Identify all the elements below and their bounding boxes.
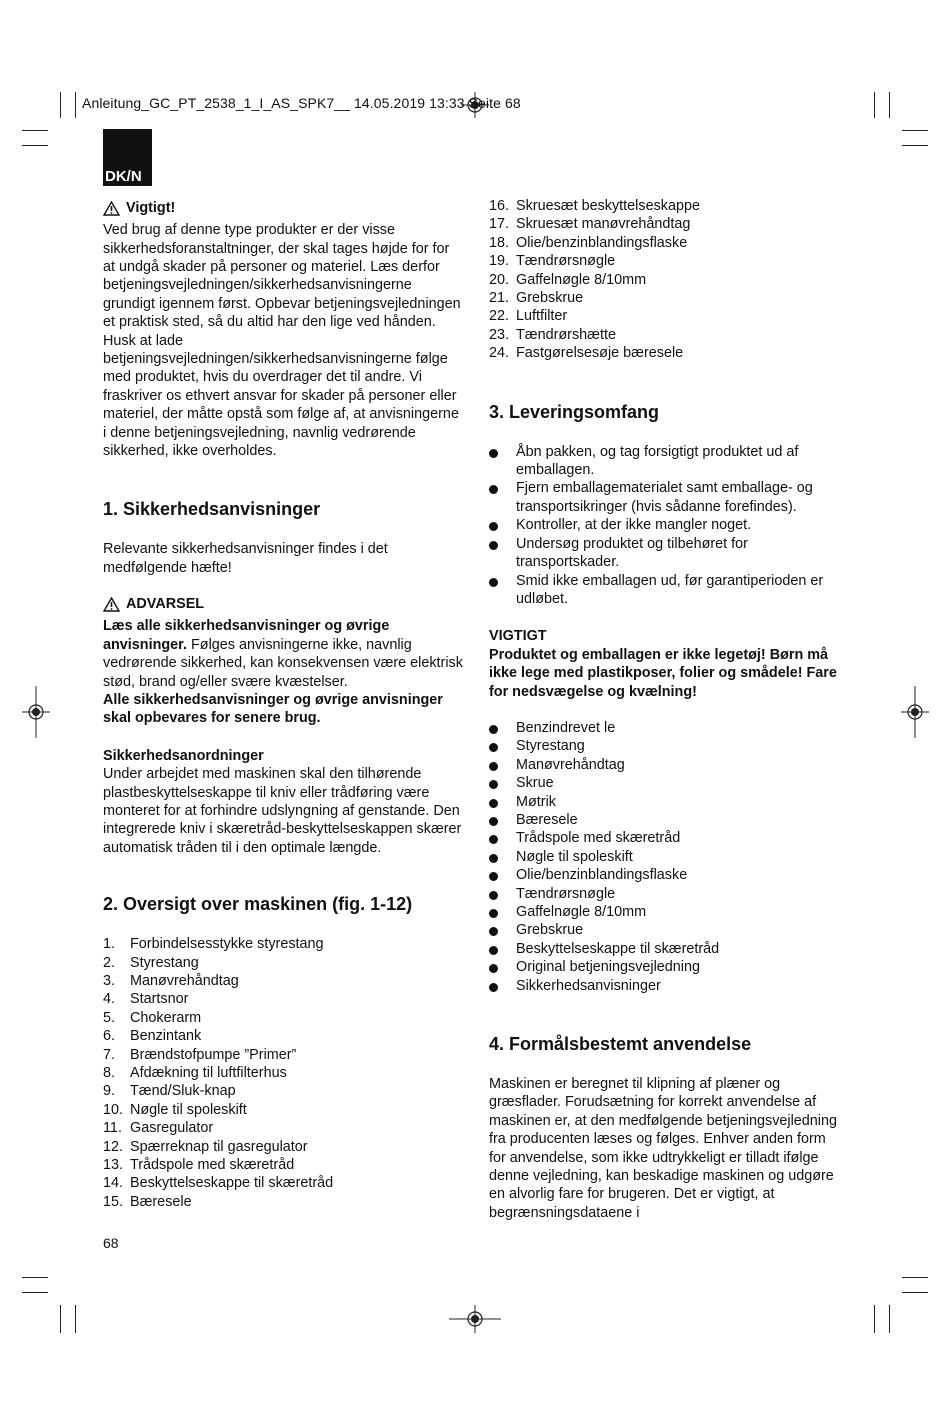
- bullet-icon: [489, 921, 516, 939]
- item-number: 1.: [103, 936, 116, 953]
- section-2-title: 2. Oversigt over maskinen (fig. 1-12): [103, 894, 413, 915]
- item-number: 5.: [103, 1009, 116, 1026]
- parts-list-item: [103, 1046, 465, 1064]
- bullet-icon: [489, 940, 516, 958]
- item-text: Gaffelnøgle 8/10mm: [516, 271, 647, 288]
- item-text: Beskyttelseskappe til skæretråd: [130, 1175, 334, 1192]
- delivery-item: [489, 958, 841, 976]
- item-text: Spærreknap til gasregulator: [130, 1138, 308, 1155]
- bullet-text: Olie/benzinblandingsflaske: [516, 867, 688, 884]
- item-text: Tændrørsnøgle: [516, 253, 616, 270]
- bullet-text: Grebskrue: [516, 922, 584, 939]
- advarsel-title: ADVARSEL: [126, 596, 205, 613]
- item-text: Tændrørshætte: [516, 326, 616, 343]
- bullet-text: Møtrik: [516, 793, 556, 810]
- bullet-text: Nøgle til spoleskift: [516, 848, 633, 865]
- item-text: Fastgørelsesøje bæresele: [516, 345, 684, 362]
- parts-list-item: [489, 307, 841, 325]
- sikkerhed-title: Sikkerhedsanordninger: [103, 747, 264, 764]
- item-number: 17.: [489, 216, 510, 233]
- delivery-item: [489, 885, 841, 903]
- bullet-icon: [489, 737, 516, 755]
- crop-mark: [75, 92, 76, 118]
- unpacking-step: [489, 479, 841, 516]
- parts-list-item: [103, 1119, 465, 1137]
- vigtigt-heading: [103, 199, 175, 217]
- item-text: Nøgle til spoleskift: [130, 1101, 247, 1118]
- bullet-icon: [489, 756, 516, 774]
- delivery-item: [489, 756, 841, 774]
- item-text: Brændstofpumpe ”Primer”: [130, 1046, 297, 1063]
- bullet-icon: [489, 903, 516, 921]
- sikkerhed-body: Under arbejdet med maskinen skal den tilhørende plastbeskyttelseskappe til kniv eller trådføring være monteret for at forhindre udslyngning af genstande. Den integrerede kniv i skæretråd-beskyttelseskappen skærer automatisk tråden til i den optimale længde.: [103, 766, 462, 856]
- bullet-icon: [489, 885, 516, 903]
- item-number: 15.: [103, 1193, 124, 1210]
- crop-mark: [22, 1292, 48, 1293]
- crop-mark: [902, 1277, 928, 1278]
- parts-list-item: [489, 215, 841, 233]
- item-number: 21.: [489, 290, 510, 307]
- item-number: 3.: [103, 973, 116, 989]
- bullet-icon: [489, 443, 516, 480]
- bullet-text: Sikkerhedsanvisninger: [516, 977, 661, 994]
- item-number: 6.: [103, 1028, 116, 1045]
- registration-mark-icon: [22, 686, 50, 738]
- page-number: 68: [103, 1235, 119, 1251]
- registration-mark-icon: [901, 686, 929, 738]
- bullet-text: Beskyttelseskappe til skæretråd: [516, 940, 720, 957]
- delivery-item: [489, 977, 841, 995]
- delivery-item: [489, 829, 841, 847]
- parts-list-item: [103, 954, 465, 972]
- crop-mark: [902, 145, 928, 146]
- item-text: Benzintank: [130, 1028, 202, 1045]
- item-number: 10.: [103, 1101, 124, 1118]
- crop-mark: [60, 1305, 61, 1333]
- bullet-icon: [489, 848, 516, 866]
- item-number: 23.: [489, 326, 510, 343]
- item-text: Manøvrehåndtag: [130, 973, 239, 989]
- bullet-icon: [489, 977, 516, 995]
- crop-mark: [22, 130, 48, 131]
- item-text: Forbindelsesstykke styrestang: [130, 936, 324, 953]
- item-number: 19.: [489, 253, 510, 270]
- vigtigt2-body: Produktet og emballagen er ikke legetøj! Børn må ikke lege med plastikposer, folier og smådele! Fare for nedsvægelse og kvælning!: [489, 646, 837, 700]
- warning-triangle-icon: [103, 597, 120, 612]
- item-text: Trådspole med skæretråd: [130, 1157, 295, 1174]
- parts-list-item: [103, 1174, 465, 1192]
- item-number: 22.: [489, 308, 510, 325]
- bullet-text: Kontroller, at der ikke mangler noget.: [516, 517, 752, 534]
- bullet-icon: [489, 572, 516, 609]
- item-text: Grebskrue: [516, 290, 584, 307]
- parts-list-item: [489, 289, 841, 307]
- parts-list-item: [489, 252, 841, 270]
- section-3-title: 3. Leveringsomfang: [489, 401, 660, 422]
- item-number: 14.: [103, 1175, 124, 1192]
- crop-mark: [60, 92, 61, 118]
- parts-list-item: [103, 1082, 465, 1100]
- bullet-icon: [489, 866, 516, 884]
- section-1-body: Relevante sikkerhedsanvisninger findes i det medfølgende hæfte!: [103, 541, 388, 576]
- language-tag: [103, 129, 152, 186]
- item-number: 4.: [103, 991, 116, 1008]
- delivery-item: [489, 866, 841, 884]
- unpacking-steps: [489, 443, 841, 609]
- crop-mark: [902, 1292, 928, 1293]
- language-tag-label: DK/N: [105, 168, 142, 185]
- unpacking-step: [489, 572, 841, 609]
- parts-list-item: [103, 1138, 465, 1156]
- crop-mark: [75, 1305, 76, 1333]
- bullet-text: Trådspole med skæretråd: [516, 830, 681, 847]
- parts-list-item: [103, 1156, 465, 1174]
- item-text: Chokerarm: [130, 1009, 202, 1026]
- item-text: Tænd/Sluk-knap: [130, 1083, 236, 1100]
- delivery-item: [489, 903, 841, 921]
- parts-list-item: [489, 344, 841, 362]
- parts-list-item: [103, 1101, 465, 1119]
- vigtigt2-title: VIGTIGT: [489, 628, 547, 645]
- delivery-item: [489, 848, 841, 866]
- item-number: 20.: [489, 271, 510, 288]
- crop-mark: [874, 92, 875, 118]
- left-column: [103, 199, 465, 1211]
- delivery-item: [489, 921, 841, 939]
- unpacking-step: [489, 443, 841, 480]
- delivery-item: [489, 811, 841, 829]
- parts-list-item: [103, 990, 465, 1008]
- bullet-icon: [489, 793, 516, 811]
- print-slug: Anleitung_GC_PT_2538_1_I_AS_SPK7__ 14.05.2019 13:33 Seite 68: [82, 95, 521, 111]
- item-text: Startsnor: [130, 991, 189, 1008]
- right-column: [489, 197, 841, 1222]
- bullet-text: Tændrørsnøgle: [516, 885, 616, 902]
- parts-list-item: [489, 234, 841, 252]
- delivery-item: [489, 793, 841, 811]
- item-text: Skruesæt beskyttelseskappe: [516, 198, 700, 214]
- section-1-title: 1. Sikkerhedsanvisninger: [103, 499, 321, 520]
- parts-list-continued: [489, 197, 841, 363]
- bullet-icon: [489, 829, 516, 847]
- bullet-icon: [489, 811, 516, 829]
- bullet-icon: [489, 774, 516, 792]
- bullet-icon: [489, 516, 516, 534]
- bullet-text: Fjern emballagematerialet samt emballage- og transportsikringer (hvis sådanne forefindes).: [516, 480, 813, 515]
- crop-mark: [902, 130, 928, 131]
- item-number: 18.: [489, 234, 510, 251]
- bullet-text: Smid ikke emballagen ud, før garantiperioden er udløbet.: [516, 572, 824, 607]
- item-number: 2.: [103, 954, 116, 971]
- bullet-text: Benzindrevet le: [516, 719, 616, 736]
- delivery-contents-list: [489, 719, 841, 995]
- item-text: Gasregulator: [130, 1120, 214, 1137]
- advarsel-body: [103, 617, 465, 691]
- parts-list-item: [489, 326, 841, 344]
- unpacking-step: [489, 516, 841, 534]
- delivery-item: [489, 719, 841, 737]
- bullet-icon: [489, 479, 516, 516]
- parts-list-item: [489, 271, 841, 289]
- bullet-icon: [489, 719, 516, 737]
- vigtigt-title: Vigtigt!: [126, 200, 176, 216]
- item-text: Olie/benzinblandingsflaske: [516, 234, 688, 251]
- bullet-text: Manøvrehåndtag: [516, 756, 625, 773]
- item-number: 13.: [103, 1157, 124, 1174]
- unpacking-step: [489, 535, 841, 572]
- parts-list-item: [103, 1027, 465, 1045]
- parts-list-item: [489, 197, 841, 215]
- item-text: Luftfilter: [516, 308, 568, 325]
- item-number: 12.: [103, 1138, 124, 1155]
- crop-mark: [889, 92, 890, 118]
- advarsel-heading: [103, 595, 204, 613]
- item-number: 7.: [103, 1046, 116, 1063]
- item-text: Styrestang: [130, 954, 199, 971]
- parts-list-item: [103, 1193, 465, 1211]
- item-text: Bæresele: [130, 1193, 192, 1210]
- bullet-text: Undersøg produktet og tilbehøret for transportskader.: [516, 535, 748, 571]
- parts-list-item: [103, 1064, 465, 1082]
- delivery-item: [489, 737, 841, 755]
- crop-mark: [22, 1277, 48, 1278]
- item-text: Skruesæt manøvrehåndtag: [516, 216, 691, 233]
- warning-triangle-icon: [103, 201, 120, 216]
- registration-mark-icon: [449, 1305, 501, 1333]
- item-number: 9.: [103, 1083, 116, 1100]
- bullet-text: Åbn pakken, og tag forsigtigt produktet ud af emballagen.: [516, 443, 799, 479]
- parts-list-item: [103, 972, 465, 990]
- parts-list-item: [103, 935, 465, 953]
- bullet-text: Skrue: [516, 775, 554, 792]
- bullet-icon: [489, 535, 516, 572]
- crop-mark: [22, 145, 48, 146]
- bullet-text: Styrestang: [516, 738, 585, 755]
- bullet-icon: [489, 958, 516, 976]
- advarsel-bold-lead: Læs alle sikkerhedsanvisninger og øvrige anvisninger.: [103, 618, 390, 653]
- item-text: Afdækning til luftfilterhus: [130, 1065, 287, 1082]
- bullet-text: Bæresele: [516, 811, 578, 828]
- delivery-item: [489, 774, 841, 792]
- item-number: 24.: [489, 345, 510, 362]
- bullet-text: Gaffelnøgle 8/10mm: [516, 904, 647, 920]
- delivery-item: [489, 940, 841, 958]
- bullet-text: Original betjeningsvejledning: [516, 959, 701, 976]
- section-4-title: 4. Formålsbestemt anvendelse: [489, 1034, 752, 1055]
- crop-mark: [874, 1305, 875, 1333]
- parts-list-item: [103, 1009, 465, 1027]
- advarsel-bold-note: Alle sikkerhedsanvisninger og øvrige anvisninger skal opbevares for senere brug.: [103, 691, 443, 727]
- vigtigt-body: Ved brug af denne type produkter er der visse sikkerhedsforanstaltninger, der skal tages højde for for at undgå skader på personer og materiel. Læs derfor betjeningsvejledningen/sikkerhedsanvisningerne grundigt igennem først. Opbevar betjeningsvejledningen et praktisk sted, så du altid har den lige ved hånden. Husk at lade betjeningsvejledningen/sikkerhedsanvisningerne følge med produktet, hvis du overdrager det til andre. Vi fraskriver os ethvert ansvar for skader på personer eller materiel, der måtte opstå som følge af, at anvisningerne i denne betjeningsvejledning, navnlig vedrørende sikkerhed, ikke overholdes.: [103, 222, 461, 459]
- section-4-body: Maskinen er beregnet til klipning af plæner og græsflader. Forudsætning for korrekt anvendelse af maskinen er, at den medfølgende betjeningsvejledning fra producenten læses og følges. Enhver anden form for anvendelse, som ikke udtrykkeligt er tilladt ifølge denne vejledning, kan beskadige maskinen og udgøre en alvorlig fare for brugeren. Det er vigtigt, at begrænsningsdataene i: [489, 1076, 838, 1221]
- advarsel-text: Følges anvisningerne ikke, navnlig vedrørende sikkerhed, kan konsekvensen være elektrisk stød, brand og/eller svære kvæstelser.: [103, 636, 463, 690]
- item-number: 16.: [489, 198, 510, 214]
- crop-mark: [889, 1305, 890, 1333]
- parts-list: [103, 935, 465, 1211]
- item-number: 11.: [103, 1120, 122, 1137]
- item-number: 8.: [103, 1065, 116, 1082]
